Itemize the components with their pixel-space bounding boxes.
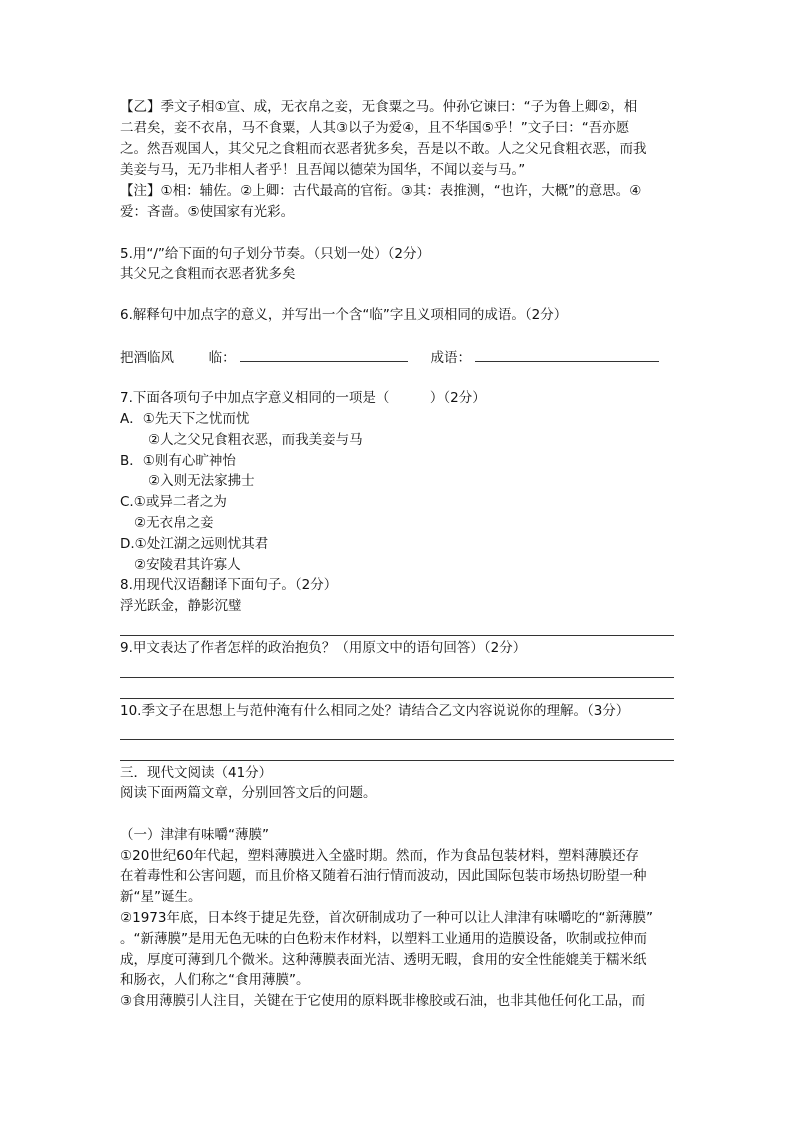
question-7-option-c-second: ②无衣帛之妾	[134, 515, 214, 531]
question-5-prompt: 5.用“/”给下面的句子划分节奏。（只划一处）（2分）	[120, 246, 431, 262]
question-6-prompt: 6.解释句中加点字的意义，并写出一个含“临”字且义项相同的成语。（2分）	[120, 307, 568, 323]
question-6-char-label: 临：	[208, 350, 236, 366]
question-10-prompt: 10.季文子在思想上与范仲淹有什么相同之处？请结合乙文内容说说你的理解。（3分）	[120, 703, 630, 719]
section-3-heading: 三．现代文阅读（41分）	[120, 765, 273, 781]
question-7-option-b-second: ②入则无法家拂士	[148, 473, 255, 489]
question-6-phrase: 把酒临风	[120, 350, 174, 366]
article-line: ②1973年底，日本终于捷足先登，首次研制成功了一种可以让人津津有味嚼吃的“新薄膜”	[120, 910, 653, 926]
question-9-answer-line[interactable]	[120, 677, 674, 678]
question-6-answer-row	[120, 347, 659, 368]
question-9-answer-line[interactable]	[120, 698, 674, 699]
article-title: （一）津津有味嚼“薄膜”	[120, 827, 269, 843]
question-6-idiom-label: 成语：	[430, 350, 471, 366]
passage-line: 二君矣，妾不衣帛，马不食粟，人其③以子为爱④，且不华国⑤乎！”文子曰：“吾亦愿	[120, 120, 630, 136]
question-8-answer-line[interactable]	[120, 635, 674, 636]
article-line: ③食用薄膜引人注目，关键在于它使用的原料既非橡胶或石油，也非其他任何化工品，而	[120, 993, 646, 1009]
question-7-prompt: 7.下面各项句子中加点字意义相同的一项是（ ）（2分）	[120, 390, 486, 406]
question-7-option-a-second: ②人之父兄食粗衣恶，而我美妾与马	[148, 432, 363, 448]
question-7-option-a: A．①先天下之忧而忧	[120, 411, 250, 427]
question-10-answer-line[interactable]	[120, 739, 674, 740]
question-8-prompt: 8.用现代汉语翻译下面句子。（2分）	[120, 577, 338, 593]
passage-line: 【乙】季文子相①宣、成，无衣帛之妾，无食粟之马。仲孙它谏曰：“子为鲁上卿②，相	[120, 99, 638, 115]
question-7-option-d: D.①处江湖之远则忧其君	[120, 536, 269, 552]
question-9-prompt: 9.甲文表达了作者怎样的政治抱负？（用原文中的语句回答）（2分）	[120, 640, 527, 656]
note-line: 【注】①相：辅佐。②上卿：古代最高的官衔。③其：表推测，“也许，大概”的意思。④	[120, 183, 642, 199]
question-7-option-c: C.①或异二者之为	[120, 494, 227, 510]
article-line: ①20世纪60年代起，塑料薄膜进入全盛时期。然而，作为食品包装材料，塑料薄膜还存	[120, 848, 639, 864]
section-3-instruction: 阅读下面两篇文章，分别回答文后的问题。	[120, 785, 377, 801]
question-6-idiom-answer-blank[interactable]	[475, 347, 659, 362]
question-6-char-answer-blank[interactable]	[240, 347, 408, 362]
article-line: 在着毒性和公害问题，而且价格又随着石油行情而波动，因此国际包装市场热切盼望一种	[120, 868, 647, 884]
question-7-option-b: B．①则有心旷神怡	[120, 453, 236, 469]
passage-line: 之。然吾观国人，其父兄之食粗而衣恶者犹多矣，吾是以不敢。人之父兄食粗衣恶，而我	[120, 141, 647, 157]
note-line: 爱：吝啬。⑤使国家有光彩。	[120, 204, 295, 220]
article-line: 。“新薄膜”是用无色无味的白色粉末作材料，以塑料工业通用的造膜设备，吹制或拉伸而	[120, 931, 647, 947]
article-line: 新“星”诞生。	[120, 889, 202, 905]
question-8-sentence: 浮光跃金，静影沉璧	[120, 598, 242, 614]
question-7-option-d-second: ②安陵君其许寡人	[134, 557, 241, 573]
question-10-answer-line[interactable]	[120, 760, 674, 761]
article-line: 和肠衣，人们称之“食用薄膜”。	[120, 972, 310, 988]
article-line: 成，厚度可薄到几个微米。这种薄膜表面光洁、透明无暇，食用的安全性能媲美于糯米纸	[120, 952, 647, 968]
question-5-sentence: 其父兄之食粗而衣恶者犹多矣	[120, 266, 296, 282]
passage-line: 美妾与马，无乃非相人者乎！且吾闻以德荣为国华，不闻以妾与马。”	[120, 162, 526, 178]
